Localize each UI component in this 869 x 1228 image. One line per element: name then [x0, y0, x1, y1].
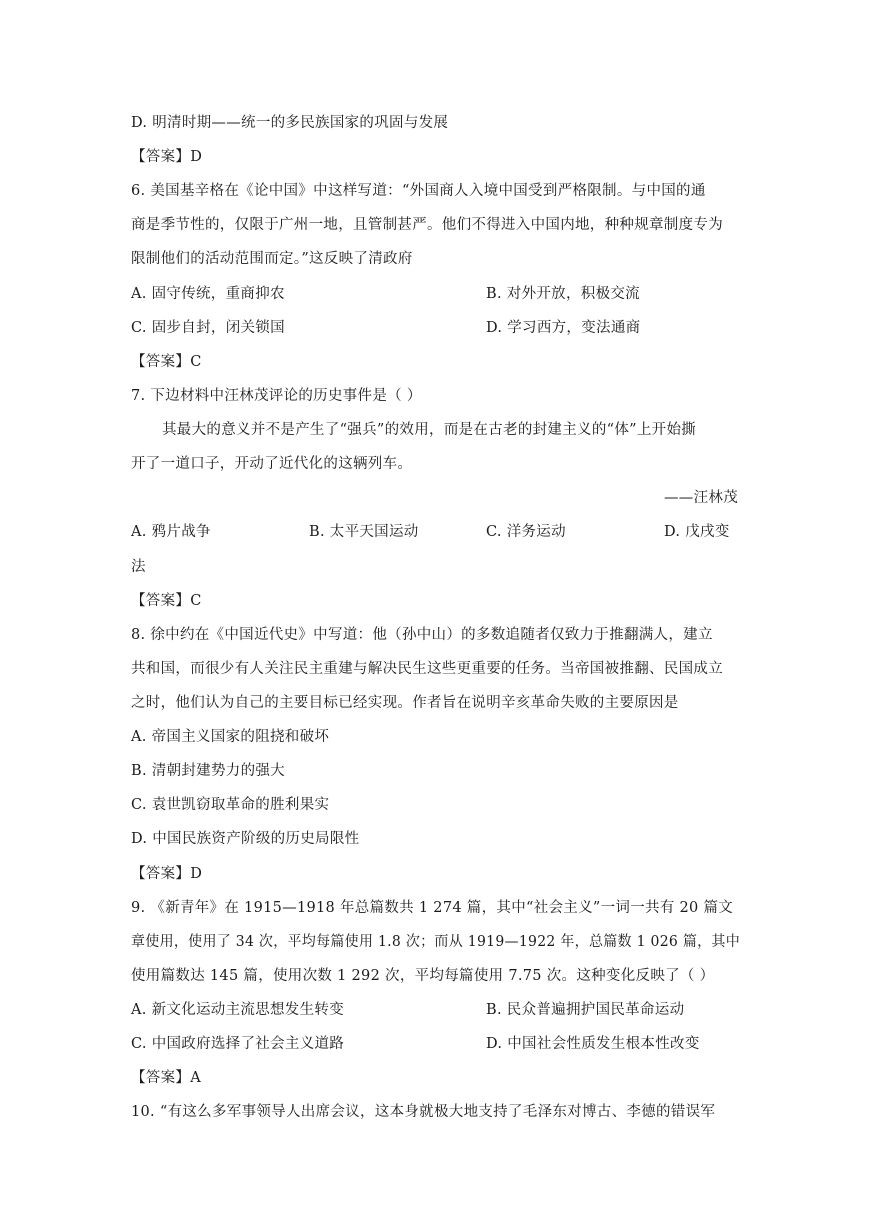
q8-stem-line-3: 之时，他们认为自己的主要目标已经实现。作者旨在说明辛亥革命失败的主要原因是: [131, 695, 679, 711]
q8-option-c: C. 袁世凯窃取革命的胜利果实: [131, 797, 330, 813]
q10-stem-line-1: 10. “有这么多军事领导人出席会议，这本身就极大地支持了毛泽东对博古、李德的错误军: [131, 1104, 716, 1120]
q7-answer: 【答案】C: [131, 593, 202, 609]
q8-option-a: A. 帝国主义国家的阻挠和破坏: [131, 729, 330, 745]
q7-option-a: A. 鸦片战争: [131, 524, 211, 540]
q9-option-b: B. 民众普遍拥护国民革命运动: [486, 1002, 685, 1018]
q5-option-d: D. 明清时期——统一的多民族国家的巩固与发展: [131, 115, 449, 131]
q6-stem-line-3: 限制他们的活动范围而定。”这反映了清政府: [131, 251, 413, 267]
q8-stem-line-2: 共和国，而很少有人关注民主重建与解决民生这些更重要的任务。当帝国被推翻、民国成立: [131, 661, 723, 677]
q9-answer: 【答案】A: [131, 1070, 201, 1086]
q8-option-b: B. 清朝封建势力的强大: [131, 763, 285, 779]
q7-stem: 7. 下边材料中汪林茂评论的历史事件是（ ）: [131, 388, 422, 404]
q6-option-a: A. 固守传统，重商抑农: [131, 286, 285, 302]
q9-stem-line-1: 9. 《新青年》在 1915—1918 年总篇数共 1 274 篇，其中“社会主义”一词一共有 20 篇文: [131, 900, 734, 916]
q9-option-d: D. 中国社会性质发生根本性改变: [486, 1036, 700, 1052]
q7-quote-line-1: 其最大的意义并不是产生了“强兵”的效用，而是在古老的封建主义的“体”上开始撕: [162, 422, 697, 438]
q6-answer: 【答案】C: [131, 354, 202, 370]
q6-stem-line-2: 商是季节性的，仅限于广州一地，且管制甚严。他们不得进入中国内地，种种规章制度专为: [131, 217, 723, 233]
q7-quote-source: ——汪林茂: [664, 490, 738, 506]
q7-option-d-wrap: 法: [131, 559, 146, 575]
q5-answer: 【答案】D: [131, 149, 203, 165]
q8-option-d: D. 中国民族资产阶级的历史局限性: [131, 831, 360, 847]
q9-option-a: A. 新文化运动主流思想发生转变: [131, 1002, 344, 1018]
q6-stem-line-1: 6. 美国基辛格在《论中国》中这样写道：“外国商人入境中国受到严格限制。与中国的通: [131, 183, 706, 199]
q8-answer: 【答案】D: [131, 866, 203, 882]
q7-option-c: C. 洋务运动: [486, 524, 566, 540]
q6-option-c: C. 固步自封，闭关锁国: [131, 320, 285, 336]
q9-stem-line-2: 章使用，使用了 34 次，平均每篇使用 1.8 次；而从 1919—1922 年，总篇数 1 026 篇，其中: [131, 934, 741, 950]
q9-option-c: C. 中国政府选择了社会主义道路: [131, 1036, 345, 1052]
q6-option-b: B. 对外开放，积极交流: [486, 286, 640, 302]
q9-stem-line-3: 使用篇数达 145 篇，使用次数 1 292 次，平均每篇使用 7.75 次。这种变化反映了（ ）: [131, 968, 715, 984]
q7-option-d: D. 戊戌变: [664, 524, 730, 540]
q6-option-d: D. 学习西方，变法通商: [486, 320, 641, 336]
q8-stem-line-1: 8. 徐中约在《中国近代史》中写道：他（孙中山）的多数追随者仅致力于推翻满人，建立: [131, 627, 713, 643]
q7-quote-line-2: 开了一道口子，开动了近代化的这辆列车。: [131, 456, 413, 472]
q7-option-b: B. 太平天国运动: [309, 524, 419, 540]
